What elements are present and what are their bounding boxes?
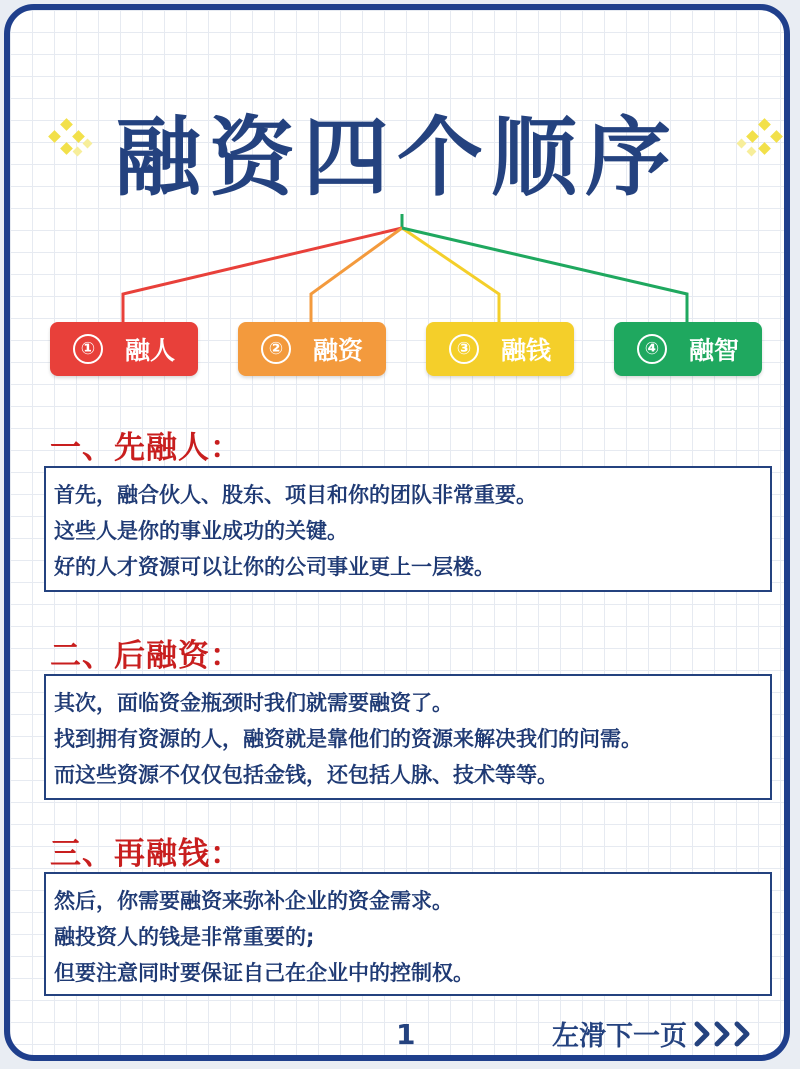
tag-rong-zhi [614, 322, 762, 376]
page-card [4, 4, 790, 1061]
tag-rong-qian [426, 322, 574, 376]
section-2-line: 而这些资源不仅仅包括金钱，还包括人脉、技术等等。 [54, 763, 558, 787]
section-2-line: 找到拥有资源的人，融资就是靠他们的资源来解决我们的问需。 [54, 727, 642, 751]
section-1-line: 首先，融合伙人、股东、项目和你的团队非常重要。 [54, 483, 537, 507]
section-2-line: 其次，面临资金瓶颈时我们就需要融资了。 [54, 691, 453, 715]
tag-rong-zi [238, 322, 386, 376]
triple-chevron-right-icon [693, 1019, 759, 1049]
next-page-label: 左滑下一页 [552, 1021, 687, 1052]
swipe-next-page-button[interactable] [552, 1014, 759, 1053]
tag-number: ② [261, 334, 291, 364]
section-3-line: 然后，你需要融资来弥补企业的资金需求。 [54, 889, 453, 913]
section-3-heading: 三、再融钱： [50, 836, 242, 872]
section-1-box [44, 466, 772, 592]
tag-label: 融资 [312, 336, 363, 365]
tag-number: ① [73, 334, 103, 364]
section-3-box [44, 872, 772, 996]
page-number: 1 [396, 1018, 416, 1051]
tag-number: ④ [637, 334, 667, 364]
section-1-line: 好的人才资源可以让你的公司事业更上一层楼。 [54, 555, 495, 579]
section-2-heading: 二、后融资： [50, 638, 242, 674]
tag-label: 融人 [124, 336, 175, 365]
section-1-line: 这些人是你的事业成功的关键。 [54, 519, 348, 543]
page-title: 融资四个顺序 [115, 108, 679, 208]
section-3-line: 但要注意同时要保证自己在企业中的控制权。 [54, 961, 474, 985]
section-2-box [44, 674, 772, 800]
tag-label: 融钱 [500, 336, 551, 365]
tag-number: ③ [449, 334, 479, 364]
tag-label: 融智 [688, 336, 739, 365]
tag-rong-ren [50, 322, 198, 376]
section-1-heading: 一、先融人： [50, 430, 242, 466]
section-3-line: 融投资人的钱是非常重要的; [54, 925, 315, 949]
